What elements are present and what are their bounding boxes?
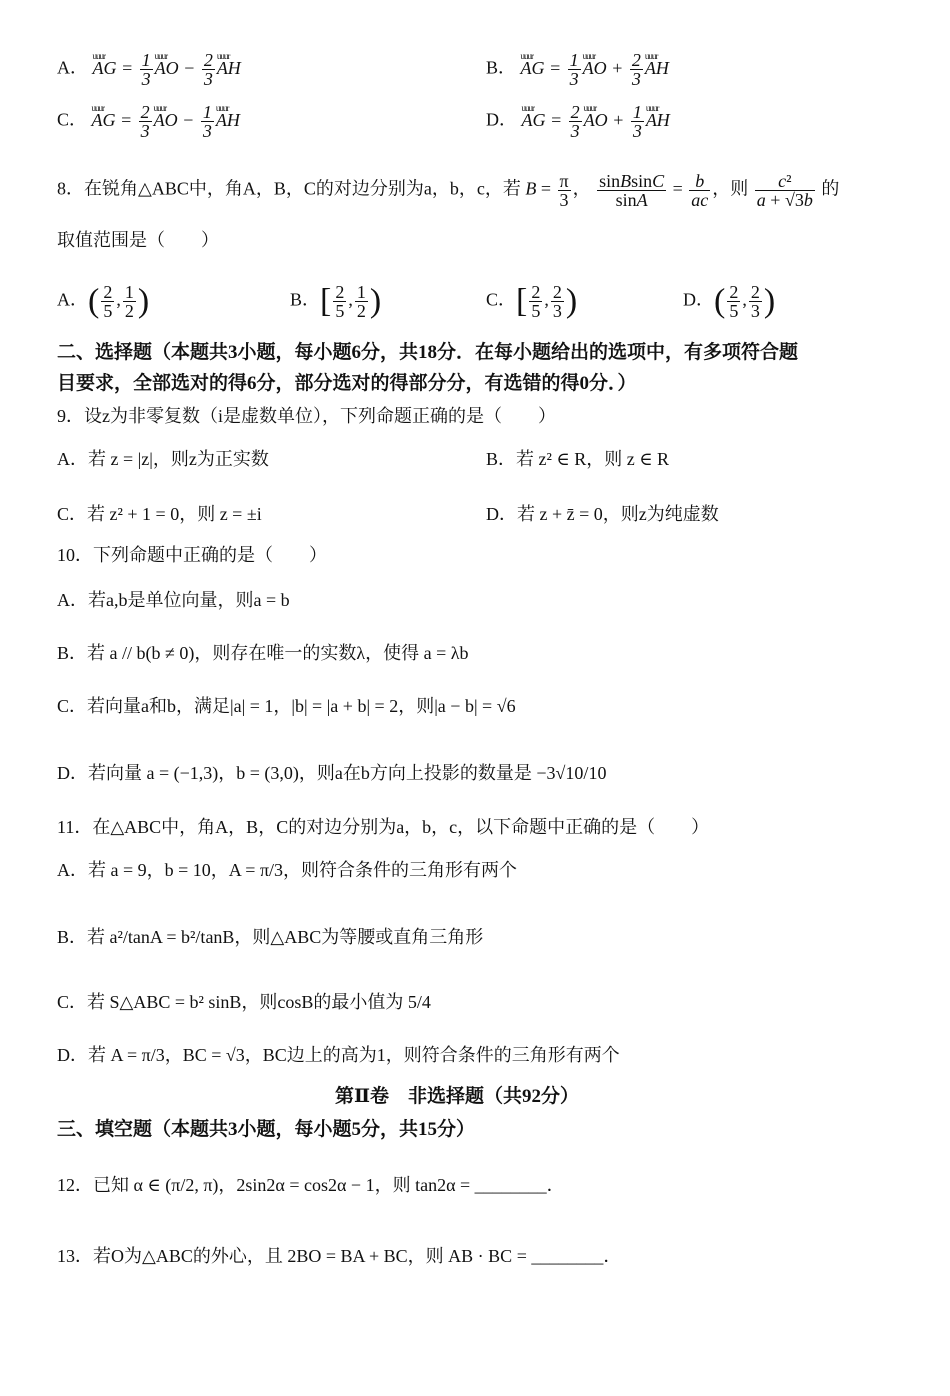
q10-option-a: A．若a,b是单位向量，则a = b <box>57 590 290 610</box>
q11-option-d: D．若 A = π/3，BC = √3，BC边上的高为1，则符合条件的三角形有两个 <box>57 1045 620 1065</box>
q10-option-d: D．若向量 a = (−1,3)，b = (3,0)，则a在b方向上投影的数量是 −3√10/10 <box>57 763 607 783</box>
q8-option-d: D．( $\frac{2}{5}$ , $\frac{2}{3}$ ) <box>683 282 776 321</box>
section2-heading-cont: 目要求，全部选对的得6分，部分选对的得部分分，有选错的得0分．） <box>57 373 637 394</box>
q9-option-a: A．若 z = |z|，则z为正实数 <box>57 449 269 469</box>
q9-option-b: B．若 z² ∈ R，则 z ∈ R <box>486 449 670 469</box>
q10-stem: 10．下列命题中正确的是（ ） <box>57 545 327 565</box>
q12-fill-blank: 12．已知 α ∈ (π/2, π)，2sin2α = cos2α − 1，则 tan2α = ________． <box>57 1175 565 1195</box>
q7-option-a: A． uuur AG = $\frac{1}{3}$ uuur AO − $\frac{2}{3}$ uuur AH <box>57 51 241 88</box>
q11-option-a: A．若 a = 9，b = 10，A = π/3，则符合条件的三角形有两个 <box>57 860 518 880</box>
q7-option-b: B． uuur AG = $\frac{1}{3}$ uuur AO + $\frac{2}{3}$ uuur AH <box>486 51 669 88</box>
q10-option-b: B．若 a // b(b ≠ 0)，则存在唯一的实数λ，使得 a = λb <box>57 643 469 663</box>
q8-option-b: B．[ $\frac{2}{5}$ , $\frac{1}{2}$ ) <box>290 282 382 321</box>
q11-option-c: C．若 S△ABC = b² sinB，则cosB的最小值为 5/4 <box>57 992 431 1012</box>
q11-option-b: B．若 a²/tanA = b²/tanB，则△ABC为等腰或直角三角形 <box>57 927 484 947</box>
q9-option-c: C．若 z² + 1 = 0，则 z = ±i <box>57 504 262 524</box>
q9-stem: 9．设z为非零复数（i是虚数单位），下列命题正确的是（ ） <box>57 406 556 426</box>
q8-stem-cont: 取值范围是（ ） <box>57 230 219 250</box>
q7-option-d: D． uuur AG = $\frac{2}{3}$ uuur AO + $\frac{1}{3}$ uuur AH <box>486 103 670 140</box>
q9-option-d: D．若 z + z̄ = 0，则z为纯虚数 <box>486 504 719 524</box>
q7-option-c: C． uuur AG = $\frac{2}{3}$ uuur AO − $\frac{1}{3}$ uuur AH <box>57 103 240 140</box>
section2-heading: 二、选择题（本题共3小题，每小题6分，共18分．在每小题给出的选项中，有多项符合题 <box>57 342 799 363</box>
part2-title: 第Ⅱ卷 非选择题（共92分） <box>335 1086 580 1107</box>
q13-fill-blank: 13．若O为△ABC的外心，且 2BO = BA + BC，则 AB · BC = ________． <box>57 1246 622 1266</box>
q8-stem: 8．在锐角△ABC中，角A，B，C的对边分别为a，b，c，若 B = $\frac{\pi}{3}$ ， $\frac{\text{sinBsinC}}{\sin A}$ = $\frac{b}{ac}$ ，则 $\frac{\text{c²}}{a + √3b}$ 的 <box>57 171 840 210</box>
q8-option-a: A．( $\frac{2}{5}$ , $\frac{1}{2}$ ) <box>57 282 150 321</box>
q11-stem: 11．在△ABC中，角A，B，C的对边分别为a，b，c，以下命题中正确的是（ ） <box>57 817 710 837</box>
section3-heading: 三、填空题（本题共3小题，每小题5分，共15分） <box>57 1119 476 1140</box>
q8-option-c: C．[ $\frac{2}{5}$ , $\frac{2}{3}$ ) <box>486 282 578 321</box>
q10-option-c: C．若向量a和b，满足|a| = 1，|b| = |a + b| = 2，则|a − b| = √6 <box>57 696 516 716</box>
